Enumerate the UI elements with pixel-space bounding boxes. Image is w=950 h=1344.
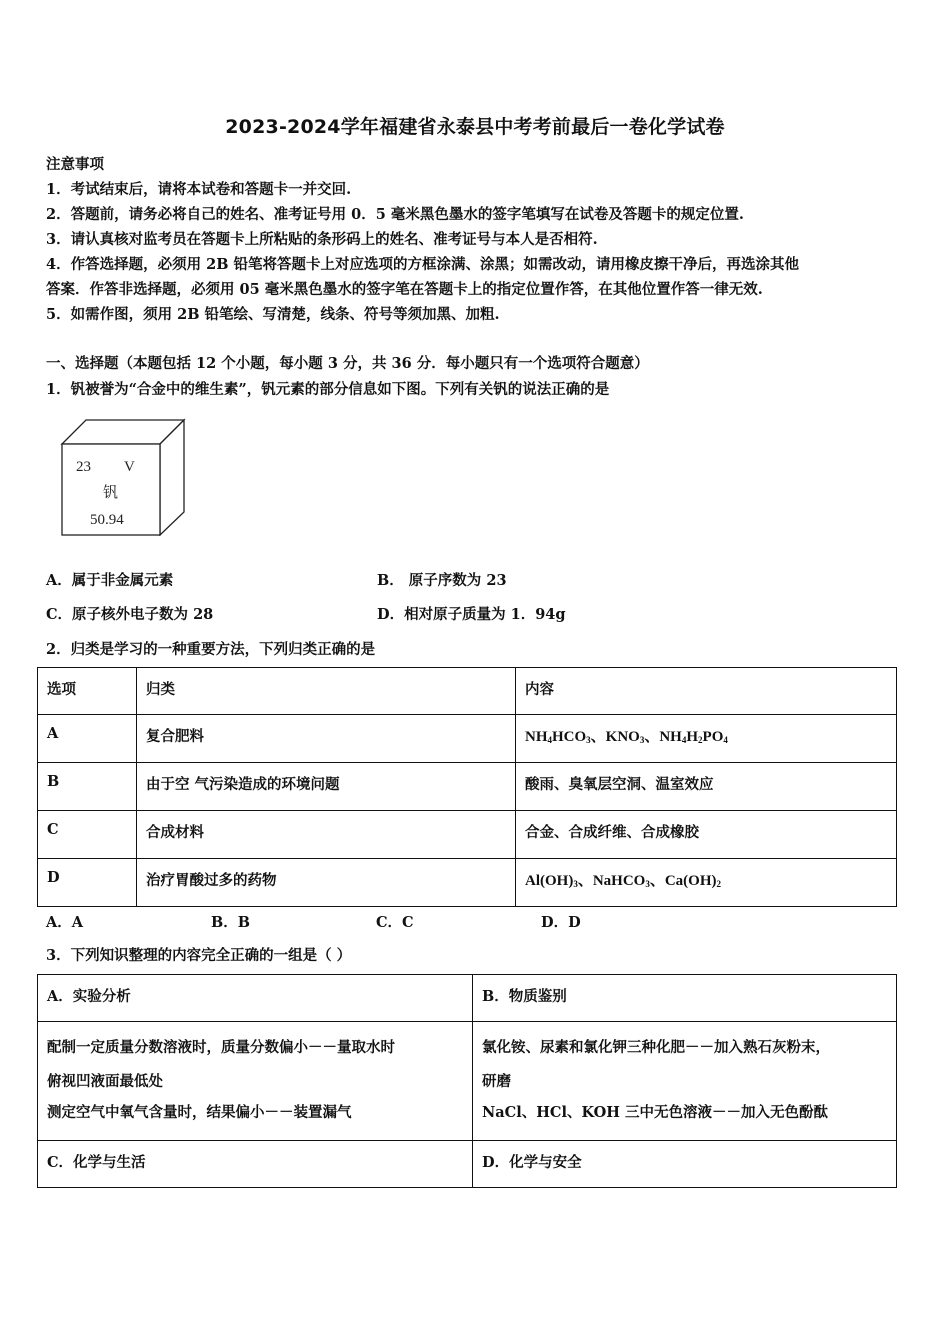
- table-row: [38, 715, 897, 763]
- q3-cell-b-body: [473, 1022, 897, 1141]
- element-number: 23: [76, 459, 91, 475]
- element-mass: 50.94: [90, 512, 124, 528]
- q3-table: [37, 974, 897, 1188]
- row-content: $Al(OH)_3$、NaHCO$_3$、$Ca(OH)_2$: [516, 859, 897, 907]
- element-name: 钒: [103, 483, 119, 501]
- table-row: [38, 859, 897, 907]
- q2-answer-d[interactable]: D．D: [541, 914, 581, 931]
- row-category: 复合肥料: [137, 715, 516, 763]
- q2-table: [37, 667, 897, 907]
- table-row: [38, 811, 897, 859]
- notice-item: 1．考试结束后，请将本试卷和答题卡一并交回.: [46, 181, 352, 198]
- header-content: 内容: [516, 668, 897, 715]
- page-title: 2023-2024学年福建省永泰县中考考前最后一卷化学试卷: [225, 116, 725, 138]
- q3-a-line: 测定空气中氧气含量时，结果偏小－－装置漏气: [47, 1104, 352, 1121]
- q2-answer-c[interactable]: C．C: [376, 914, 414, 931]
- row-content: $NH_4HCO_3$、$KNO_3$、$NH_4H_2PO_4$: [516, 715, 897, 763]
- row-category: 由于空 气污染造成的环境问题: [137, 763, 516, 811]
- table-row: [38, 1141, 897, 1188]
- row-content: 酸雨、臭氧层空洞、温室效应: [516, 763, 897, 811]
- question-3-stem: 3．下列知识整理的内容完全正确的一组是（ ）: [46, 947, 352, 964]
- notice-heading: 注意事项: [46, 156, 104, 173]
- q1-option-d[interactable]: D．相对原子质量为 1．94g: [377, 606, 566, 623]
- header-option: 选项: [38, 668, 137, 715]
- notice-item: 3．请认真核对监考员在答题卡上所粘贴的条形码上的姓名、准考证号与本人是否相符.: [46, 231, 598, 248]
- table-row: [38, 1022, 897, 1141]
- section-heading: 一、选择题（本题包括 12 个小题，每小题 3 分，共 36 分．每小题只有一个选项符合题意）: [46, 355, 649, 372]
- q2-answer-b[interactable]: B．B: [211, 914, 251, 931]
- q3-a-line: 俯视凹液面最低处: [47, 1073, 163, 1090]
- row-option: B: [38, 763, 137, 811]
- q1-option-b[interactable]: B． 原子序数为 23: [377, 572, 507, 589]
- row-option: C: [38, 811, 137, 859]
- notice-item: 答案．作答非选择题，必须用 05 毫米黑色墨水的签字笔在答题卡上的指定位置作答，在其他位置作答一律无效.: [46, 281, 763, 298]
- table-row: [38, 975, 897, 1022]
- q1-option-c[interactable]: C．原子核外电子数为 28: [46, 606, 214, 623]
- row-option: A: [38, 715, 137, 763]
- table-header-row: [38, 668, 897, 715]
- notice-item: 5．如需作图，须用 2B 铅笔绘、写清楚，线条、符号等须加黑、加粗.: [46, 306, 500, 323]
- question-1-stem: 1．钒被誉为“合金中的维生素”，钒元素的部分信息如下图。下列有关钒的说法正确的是: [46, 381, 610, 398]
- element-symbol: V: [124, 459, 135, 475]
- row-content: 合金、合成纤维、合成橡胶: [516, 811, 897, 859]
- q3-b-line: NaCl、HCl、KOH 三中无色溶液－－加入无色酚酞: [482, 1104, 829, 1121]
- question-2-stem: 2．归类是学习的一种重要方法，下列归类正确的是: [46, 641, 376, 658]
- notice-item: 2．答题前，请务必将自己的姓名、准考证号用 0．5 毫米黑色墨水的签字笔填写在试卷及答题卡的规定位置.: [46, 206, 744, 223]
- q3-cell-d-head: D．化学与安全: [473, 1141, 897, 1188]
- q3-b-line: 研磨: [482, 1073, 511, 1090]
- q3-cell-b-head: B．物质鉴别: [473, 975, 897, 1022]
- q1-option-a[interactable]: A．属于非金属元素: [46, 572, 174, 589]
- header-category: 归类: [137, 668, 516, 715]
- q3-a-line: 配制一定质量分数溶液时，质量分数偏小－－量取水时: [47, 1039, 395, 1056]
- q3-cell-a-body: [38, 1022, 473, 1141]
- row-category: 治疗胃酸过多的药物: [137, 859, 516, 907]
- notice-item: 4．作答选择题，必须用 2B 铅笔将答题卡上对应选项的方框涂满、涂黑；如需改动，请用橡皮擦干净后，再选涂其他: [46, 256, 800, 273]
- table-row: [38, 763, 897, 811]
- q2-answer-a[interactable]: A．A: [46, 914, 84, 931]
- q3-b-line: 氯化铵、尿素和氯化钾三种化肥－－加入熟石灰粉末，: [482, 1039, 830, 1056]
- row-category: 合成材料: [137, 811, 516, 859]
- q3-cell-c-head: C．化学与生活: [38, 1141, 473, 1188]
- row-option: D: [38, 859, 137, 907]
- vanadium-element-card: [60, 418, 186, 536]
- q3-cell-a-head: A．实验分析: [38, 975, 473, 1022]
